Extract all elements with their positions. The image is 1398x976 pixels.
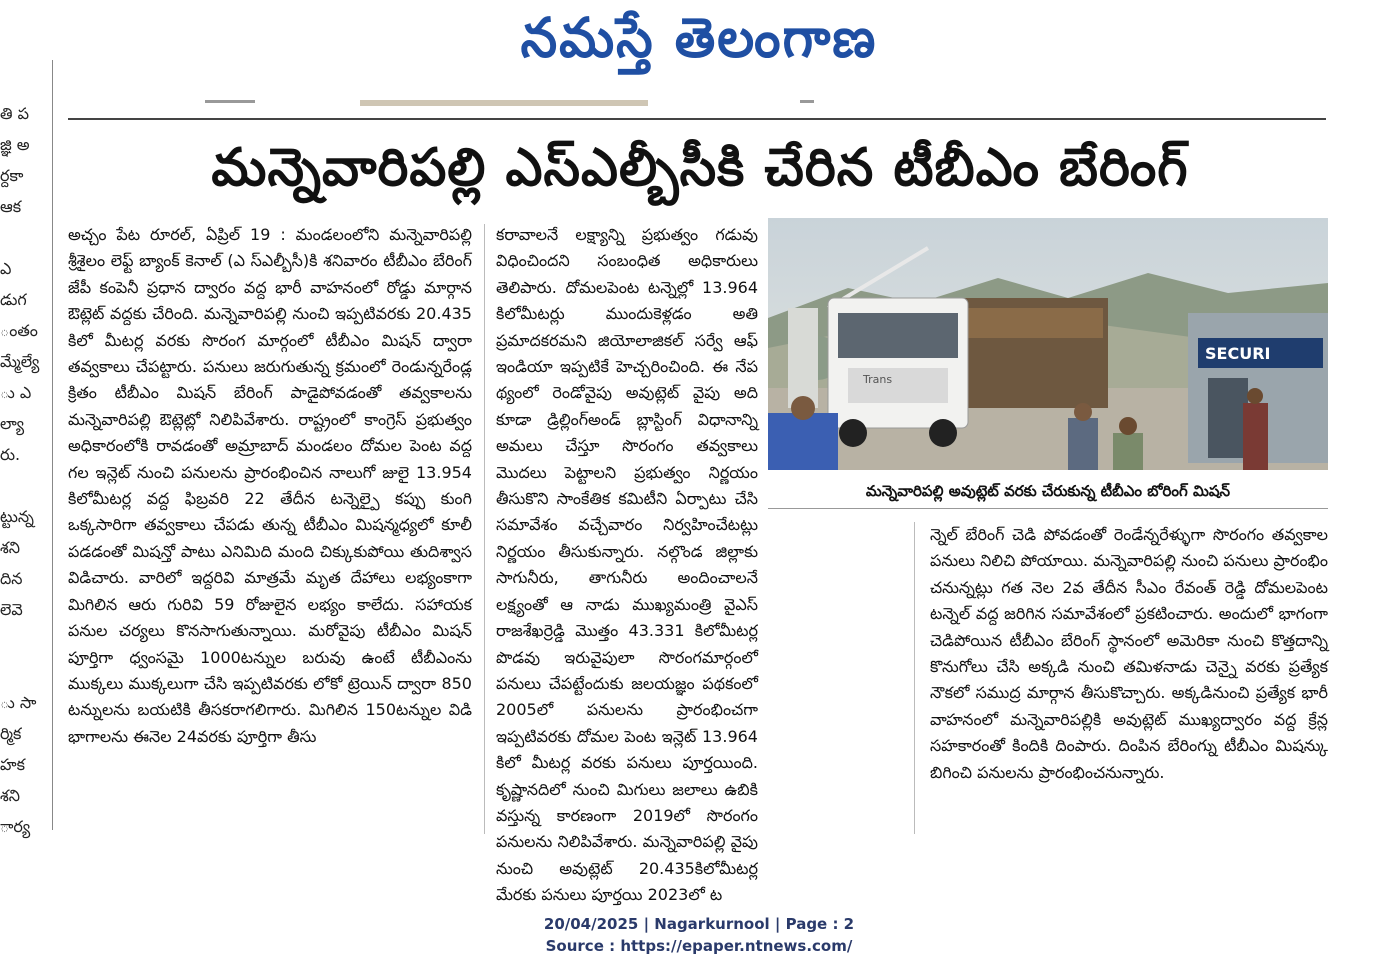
article-paragraph: న్నెల్ బేరింగ్ చెడి పోవడంతో రెండేన్నరేళ్ళుగా సొరంగం తవ్వకాల పనులు నిలిచి పోయాయి. మన్నెవారిపల్లి నుంచి పనులు ప్రారంభిం చనున్నట్లు గత నెల 2వ తేదీన సీఎం రేవంత్ రెడ్డి దోమలపెంట టన్నెల్ వద్ద జరిగిన సమావేశంలో ప్రకటించారు. అందులో భాగంగా చెడిపోయిన టీబీఎం బేరింగ్ స్థానంలో అమెరికా నుంచి కొత్తదాన్ని కొనుగోలు చేసి అక్కడి నుంచి తమిళనాడు చెన్నై వరకు ప్రత్యేక నౌకలో సముద్ర మార్గాన తీసుకొచ్చారు. అక్కడినుంచి ప్రత్యేక భారీ వాహనంలో మన్నెవారిపల్లికి అవుట్లెట్ ముఖ్యద్వారం వద్ద క్రేన్ల సహకారంతో కిందికి దింపారు. దింపిన బేరింగ్ను టీబీఎం మిషన్కు బిగించి పనులను ప్రారంభించనున్నారు. — [930, 525, 1328, 782]
page-footer — [0, 913, 1398, 957]
article-column-2 — [496, 222, 758, 909]
truck-label: Trans — [863, 373, 893, 386]
fragment-line: శని — [0, 538, 21, 557]
source-link[interactable]: Source : https://epaper.ntnews.com/ — [545, 937, 853, 955]
decorative-strip — [205, 100, 255, 103]
fragment-line: శని — [0, 786, 21, 805]
fragment-line: ర్మిక — [0, 724, 22, 743]
article-paragraph: కరావాలనే లక్ష్యాన్ని ప్రభుత్వం గడువు విధించిందని సంబంధిత అధికారులు తెలిపారు. దోమలపెంట టన్నెల్లో 13.964 కిలోమీటర్లు ముందుకెళ్లడం అతి ప్రమాదకరమని జియోలాజికల్ సర్వే ఆఫ్ ఇండియా ఇప్పటికే హెచ్చరించింది. ఈ నేప థ్యంలో రెండోవైపు అవుట్లెట్ వైపు అది కూడా డ్రిల్లింగ్అండ్ బ్లాస్టింగ్ విధానాన్ని అమలు చేస్తూ సొరంగం తవ్వకాలు మొదలు పెట్టాలని ప్రభుత్వం నిర్ణయం తీసుకొని సాంకేతిక కమిటీని ఏర్పాటు చేసి సమావేశం వచ్చేవారం నిర్వహించేటట్లు నిర్ణయం తీసుకున్నారు. నల్గొండ జిల్లాకు సాగునీరు, తాగునీరు అందించాలనే లక్ష్యంతో ఆ నాడు ముఖ్యమంత్రి వైఎస్ రాజశేఖర్రెడ్డి మొత్తం 43.331 కిలోమీటర్ల పొడవు ఇరువైపులా సొరంగమార్గంలో పనులు చేపట్టేందుకు జలయజ్ఞం పథకంలో 2005లో పనులను ప్రారంభించగా ఇప్పటివరకు దోమల పెంట ఇన్లెట్ 13.964 కిలో మీటర్ల వరకు పనులు పూర్తయింది. కృష్ణానదిలో నుంచి మిగులు జలాలు ఉబికి వస్తున్న కారణంగా 2019లో సొరంగం పనులను నిలిపివేశారు. మన్నెవారిపల్లి వైపు నుంచి అవుట్లెట్ 20.435కిలోమీటర్ల మేరకు పనులు పూర్తయి 2023లో ట — [496, 225, 758, 905]
adjacent-column-fragments — [0, 98, 48, 842]
masthead — [0, 8, 1398, 82]
fragment-line: దిన — [0, 569, 23, 588]
photo-illustration — [768, 218, 1328, 470]
fragment-line: హక — [0, 755, 25, 774]
column-divider — [914, 522, 915, 834]
fragment-line: లెవె — [0, 600, 23, 619]
decorative-strip — [800, 100, 814, 103]
article-column-3 — [930, 522, 1328, 786]
column-divider — [484, 224, 485, 834]
fragment-line — [0, 625, 48, 656]
edition-info: 20/04/2025 | Nagarkurnool | Page : 2 — [543, 915, 855, 933]
article-paragraph: అచ్చం పేట రూరల్, ఏప్రిల్ 19 : మండలంలోని మన్నెవారిపల్లి శ్రీశైలం లెఫ్ట్ బ్యాంక్ కెనాల్ (ఎ స్ఎల్బీసీ)కి శనివారం టీబీఎం బేరింగ్ జేపీ కంపెనీ ప్రధాన ద్వారం వద్ద భారీ వాహనంలో రోడ్డు మార్గాన ఔట్లెట్ వద్దకు చేరింది. మన్నెవారిపల్లి నుంచి ఇప్పటివరకు 20.435 కిలో మీటర్ల వరకు సొరంగ మార్గంలో టీబీఎం మిషన్ ద్వారా తవ్వకాలు చేపట్టారు. పనులు జరుగుతున్న క్రమంలో రెండున్నరేండ్ల క్రితం టీబీఎం మిషన్ బేరింగ్ పాడైపోవడంతో తవ్వకాలను మన్నెవారిపల్లి ఔట్లెట్లో నిలిపివేశారు. రాష్ట్రంలో కాంగ్రెస్ ప్రభుత్వం అధికారంలోకి రావడంతో అమ్రాబాద్ మండలం దోమల పెంట వద్ద గల ఇన్లెట్ నుంచి పనులను ప్రారంభించిన నాలుగో జులై 13.954 కిలోమీటర్ల వద్ద ఫిబ్రవరి 22 తేదీన టన్నెల్పై కప్పు కుంగి ఒక్కసారిగా తవ్వకాలు చేపడు తున్న టీబీఎం మిషన్మధ్యలో కూలీ పడడంతో మిషన్తో పాటు ఎనిమిది మంది చిక్కుకుపోయి తుదిశ్వాస విడిచారు. వారిలో ఇద్దరివి మాత్రమే మృత దేహాలు లభ్యంకాగా మిగిలిన ఆరు గురివి 59 రోజులైన లభ్యం కాలేదు. సహాయక పనుల చర్యలు కొనసాగుతున్నాయి. మరోవైపు టీబీఎం మిషన్ పూర్తిగా ధ్వంసమై 1000టన్నుల బరువు ఉంటే టీబీఎంను ముక్కలు ముక్కలుగా చేసి ఇప్పటివరకు లోకో ట్రెయిన్ ద్వారా 850 టన్నులను బయటికి తీసకరాగలిగారు. మిగిలిన 150టన్నుల విడి భాగాలను ఈనెల 24వరకు పూర్తిగా తీసు — [68, 225, 473, 746]
fragment-line: ల్యా — [0, 414, 25, 433]
fragment-line: ంతం — [0, 321, 38, 340]
fragment-line: ట్టున్న — [0, 507, 34, 526]
article-column-1 — [68, 222, 472, 750]
fragment-line — [0, 222, 48, 253]
decorative-strip — [360, 100, 648, 106]
fragment-line: ర్దకా — [0, 166, 24, 185]
fragment-line: జ్ఞి అ — [0, 135, 30, 154]
fragment-line: ఎ — [0, 259, 12, 278]
article-headline: మన్నెవారిపల్లి ఎస్ఎల్బీసీకి చేరిన టీబీఎం బేరింగ్ — [211, 138, 1189, 198]
fragment-line: ఆక — [0, 197, 22, 216]
column-divider — [52, 60, 53, 830]
headline-rule — [68, 118, 1326, 120]
newspaper-logo: నమస్తే తెలంగాణ — [520, 6, 878, 71]
fragment-line: డుగ — [0, 290, 27, 309]
fragment-line: మ్మేల్యే — [0, 352, 40, 371]
fragment-line: ు సా — [0, 693, 37, 712]
fragment-line — [0, 656, 48, 687]
fragment-line: ార్య — [0, 817, 31, 836]
fragment-line: ు ఎ — [0, 383, 32, 402]
fragment-line: రు. — [0, 445, 21, 464]
security-sign: SECURI — [1205, 344, 1271, 363]
article-photo — [768, 218, 1328, 470]
fragment-line — [0, 470, 48, 501]
photo-caption: మన్నెవారిపల్లి అవుట్లెట్ వరకు చేరుకున్న టీబీఎం బోరింగ్ మిషన్ — [768, 474, 1328, 509]
fragment-line: తి ప — [0, 104, 29, 123]
